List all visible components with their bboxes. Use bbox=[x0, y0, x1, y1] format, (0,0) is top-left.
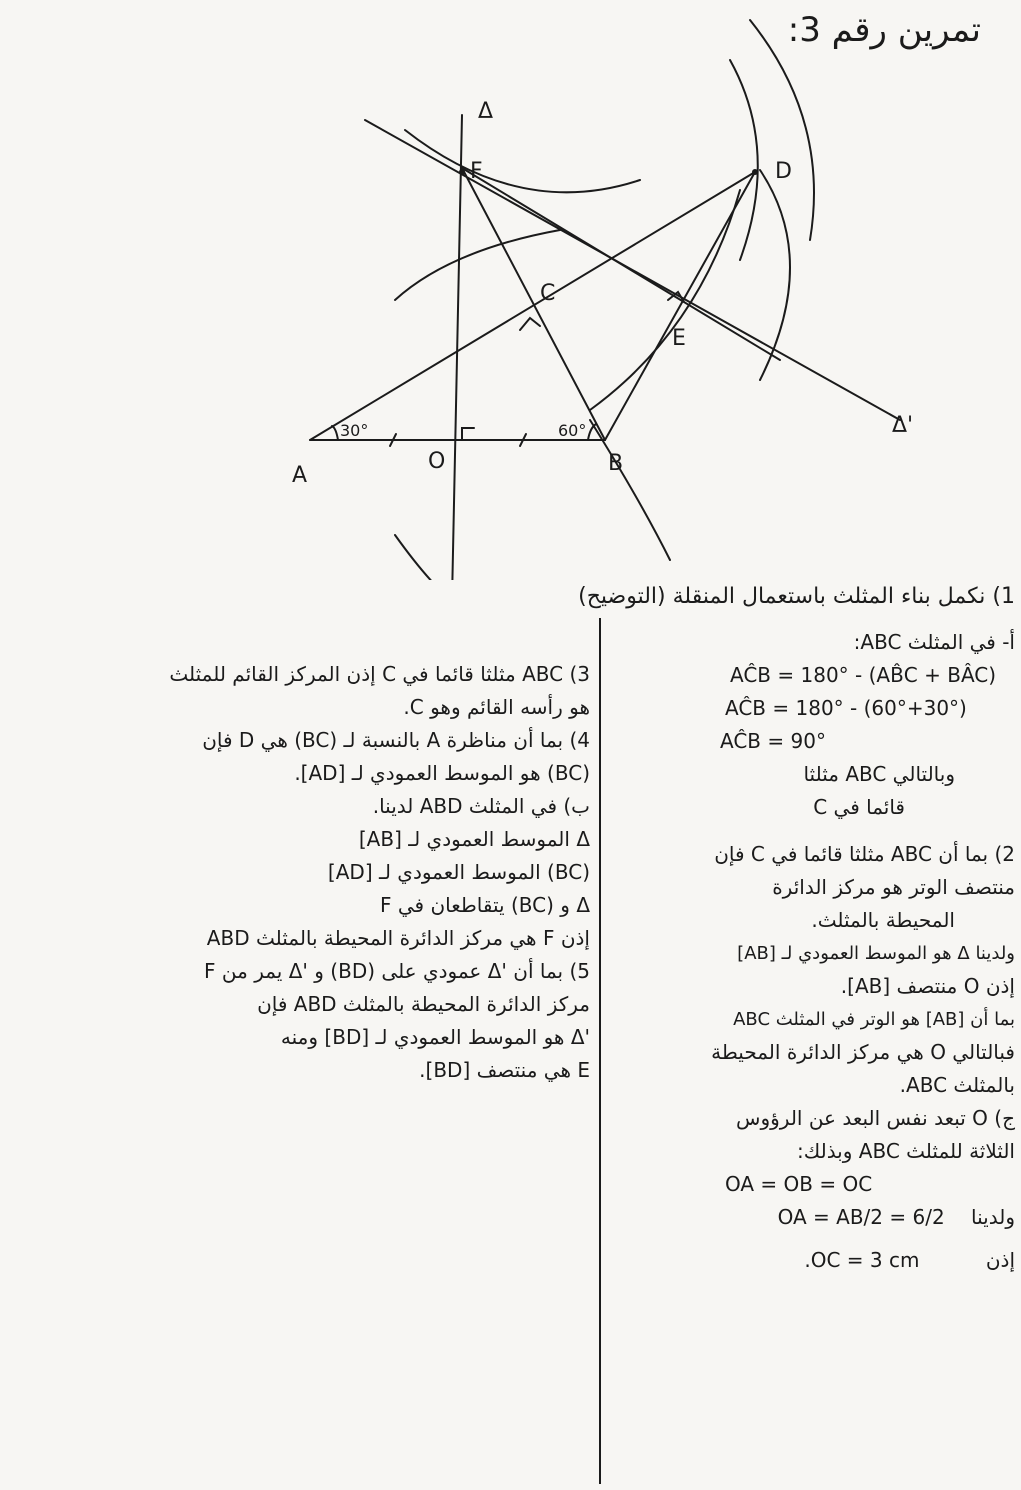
s2-line3: المحيطة بالمثلث. bbox=[811, 908, 955, 932]
s2-c5 bbox=[615, 1244, 1015, 1277]
s2-line4: ولدينا Δ هو الموسط العمودي لـ [AB] bbox=[737, 943, 1015, 964]
s4-line4: Δ الموسط العمودي لـ [AB] bbox=[358, 827, 590, 851]
s2-line5: إذن O منتصف [AB]. bbox=[840, 974, 1015, 998]
s4-line5: (BC) الموسط العمودي لـ [AD] bbox=[327, 860, 590, 884]
construction-arc-4 bbox=[760, 170, 790, 380]
s2-c2: الثلاثة للمثلث ABC وبذلك: bbox=[797, 1139, 1015, 1163]
s2-line2: منتصف الوتر هو مركز الدائرة bbox=[772, 875, 1015, 899]
label-point-F: F bbox=[470, 159, 483, 184]
label-point-O: O bbox=[428, 449, 446, 474]
s2-c4-label: ولدينا bbox=[971, 1205, 1015, 1229]
s4-line7: إذن F هي مركز الدائرة المحيطة بالمثلث ABD bbox=[206, 926, 590, 950]
exercise-title: تمرين رقم 3: bbox=[787, 10, 981, 50]
label-point-A: A bbox=[292, 463, 308, 488]
s2-c5-eq: OC = 3 cm. bbox=[804, 1248, 920, 1272]
line-BC bbox=[462, 168, 605, 440]
label-angle-B: 60° bbox=[558, 421, 587, 440]
s2-line6: بما أن [AB] هو الوتر في المثلث ABC bbox=[733, 1009, 1015, 1030]
right-angle-O bbox=[462, 428, 474, 440]
construction-arc-3 bbox=[730, 60, 758, 260]
s3-line2: هو رأسه القائم وهو C. bbox=[403, 695, 590, 719]
label-point-E: E bbox=[672, 326, 686, 351]
s1-a-intro: أ- في المثلث ABC: bbox=[853, 630, 1015, 654]
s1-conclusion2: قائما في C bbox=[813, 795, 905, 819]
left-column bbox=[10, 586, 590, 1087]
construction-arc-8 bbox=[750, 20, 814, 240]
right-angle-C bbox=[520, 318, 540, 330]
construction-arc-2 bbox=[395, 230, 560, 300]
s2-c1: ج) O تبعد نفس البعد عن الرؤوس bbox=[736, 1106, 1015, 1130]
s4-line1: 4) بما أن مناظرة A بالنسبة لـ (BC) هي D فإن bbox=[202, 728, 590, 752]
s1-eq3: AĈB = 90° bbox=[720, 729, 826, 753]
s3-line1: 3) ABC مثلثا قائما في C إذن المركز القائم للمثلث bbox=[169, 662, 590, 686]
s4-line6: Δ و (BC) يتقاطعان في F bbox=[380, 893, 590, 917]
label-point-C: C bbox=[540, 281, 556, 306]
s4-line2: (BC) هو الموسط العمودي لـ [AD]. bbox=[294, 761, 590, 785]
right-column bbox=[615, 586, 1015, 1277]
label-point-B: B bbox=[608, 451, 624, 476]
s2-line1: 2) بما أن ABC مثلثا قائما في C فإن bbox=[714, 842, 1015, 866]
s4-line3: ب) في المثلث ABD لدينا. bbox=[372, 794, 590, 818]
construction-arc-5 bbox=[590, 190, 740, 410]
geometry-figure bbox=[0, 0, 1021, 580]
s5-line4: E هي منتصف [BD]. bbox=[419, 1058, 590, 1082]
s2-c3: OA = OB = OC bbox=[725, 1172, 873, 1196]
line-delta bbox=[452, 115, 462, 580]
s1-eq2: AĈB = 180° - (60°+30°) bbox=[725, 696, 967, 720]
section1-heading: 1) نكمل بناء المثلث باستعمال المنقلة (التوضيح) bbox=[578, 584, 1015, 609]
s2-c4 bbox=[615, 1201, 1015, 1234]
s1-eq1: AĈB = 180° - (AB̂C + BÂC) bbox=[730, 663, 997, 687]
line-F-extension bbox=[462, 168, 780, 360]
column-divider bbox=[599, 618, 601, 1484]
s5-line2: مركز الدائرة المحيطة بالمثلث ABD فإن bbox=[257, 992, 590, 1016]
construction-arc-7 bbox=[395, 535, 440, 580]
label-angle-A: 30° bbox=[340, 421, 369, 440]
s2-line7: فبالتالي O هي مركز الدائرة المحيطة bbox=[711, 1040, 1015, 1064]
s2-line8: بالمثلث ABC. bbox=[899, 1073, 1015, 1097]
label-point-D: D bbox=[775, 159, 792, 184]
s5-line1: 5) بما أن 'Δ عمودي على (BD) و 'Δ يمر من F bbox=[204, 959, 590, 983]
label-delta: Δ bbox=[478, 99, 494, 124]
angle-arc-A bbox=[332, 426, 338, 440]
s2-c4-eq: OA = AB/2 = 6/2 bbox=[777, 1205, 945, 1229]
label-delta-prime: Δ' bbox=[892, 413, 914, 438]
s1-conclusion1: وبالتالي ABC مثلثا bbox=[803, 762, 955, 786]
construction-arc-6 bbox=[590, 420, 670, 560]
s5-line3: 'Δ هو الموسط العمودي لـ [BD] ومنه bbox=[280, 1025, 590, 1049]
s2-c5-label: إذن bbox=[985, 1248, 1015, 1272]
